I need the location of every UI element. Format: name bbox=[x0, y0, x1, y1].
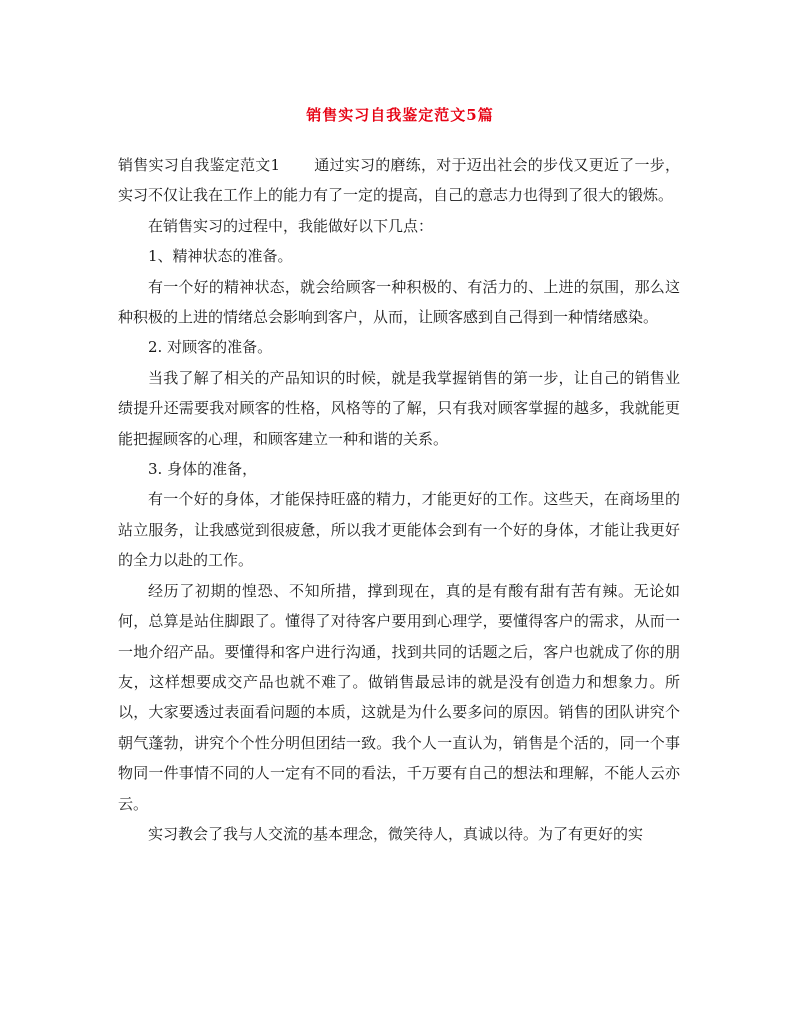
paragraph: 实习教会了我与人交流的基本理念，微笑待人，真诚以待。为了有更好的实 bbox=[148, 824, 644, 843]
list-heading: 1、精神状态的准备。 bbox=[148, 247, 293, 266]
list-heading: 3. 身体的准备， bbox=[148, 460, 258, 479]
paragraph: 当我了解了相关的产品知识的时候，就是我掌握销售的第一步，让自己的销售业绩提升还需要我对顾客的性格，风格等的了解，只有我对顾客掌握的越多，我就能更能把握顾客的心理，和顾客建立一种和谐的关系。 bbox=[118, 368, 680, 448]
section-heading: 销售实习自我鉴定范文1 bbox=[118, 156, 281, 174]
first-paragraph bbox=[118, 150, 680, 211]
document-body bbox=[118, 150, 680, 849]
first-paragraph-text: 通过实习的磨练，对于迈出社会的步伐又更近了一步，实习不仅让我在工作上的能力有了一定的提高，自己的意志力也得到了很大的锻炼。 bbox=[118, 156, 680, 205]
paragraph: 经历了初期的惶恐、不知所措，撑到现在，真的是有酸有甜有苦有辣。无论如何，总算是站住脚跟了。懂得了对待客户要用到心理学，要懂得客户的需求，从而一一地介绍产品。要懂得和客户进行沟通，找到共同的话题之后，客户也就成了你的朋友，这样想要成交产品也就不难了。做销售最忌讳的就是没有创造力和想象力。所以，大家要透过表面看问题的本质，这就是为什么要多问的原因。销售的团队讲究个朝气蓬勃，讲究个个性分明但团结一致。我个人一直认为，销售是个活的，同一个事物同一件事情不同的人一定有不同的看法，千万要有自己的想法和理解，不能人云亦云。 bbox=[118, 581, 680, 813]
list-heading: 2. 对顾客的准备。 bbox=[148, 338, 273, 357]
document-title: 销售实习自我鉴定范文5篇 bbox=[306, 106, 494, 124]
paragraph: 有一个好的精神状态，就会给顾客一种积极的、有活力的、上进的氛围，那么这种积极的上进的情绪总会影响到客户，从而，让顾客感到自己得到一种情绪感染。 bbox=[118, 277, 680, 327]
paragraph: 有一个好的身体，才能保持旺盛的精力，才能更好的工作。这些天，在商场里的站立服务，让我感觉到很疲惫，所以我才更能体会到有一个好的身体，才能让我更好的全力以赴的工作。 bbox=[118, 490, 680, 570]
paragraph: 在销售实习的过程中，我能做好以下几点： bbox=[148, 216, 434, 235]
